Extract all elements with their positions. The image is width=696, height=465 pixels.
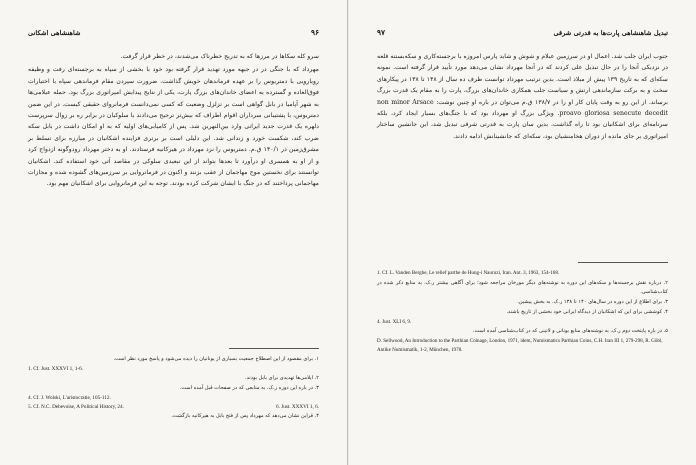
reference-row [28, 394, 319, 403]
footnote-rule [229, 348, 319, 349]
reference-row [28, 365, 319, 374]
footnotes-left [28, 340, 319, 422]
page-number-right: ۹۷ [377, 28, 386, 37]
body-text-right [377, 51, 668, 142]
reference: 1. Cf. L. Vanden Berghe, Le relief parthe de Hung-i Nauruzi, Iran. Ant. 3, 1963, 154-168. [377, 270, 560, 276]
paragraph: سرو کله سکاها در مرزها که به تدریج خطرناک می‌شدند، در خطر قرار گرفت. [120, 53, 319, 60]
footnote: ۴. قراین نشان می‌دهد که مهرداد پس از فتح بابل به هیرکانیه بازگشت. [171, 412, 319, 419]
footnote: ۲. ایلامی‌ها تهدیدی برای بابل بودند. [245, 374, 319, 381]
footnotes-right [377, 254, 668, 356]
reference: 1. Cf. Just. XXXVI 1, 1-6. [28, 365, 84, 372]
footnote: ۲. درباره نقش برجسته‌ها و سکه‌های این دوره به نوشته‌های دیگر مورخان مراجعه شود؛ برای آگاهی بیشتر ر.ک. به منابع ذکر شده در کتاب‌شناسی. [377, 279, 668, 295]
reference: 4. Just. XLI 6, 9. [377, 318, 412, 325]
footnote: ۳. در باره این دوره ر.ک. به منابعی که در صفحات قبل آمده است. [179, 384, 319, 391]
reference: 5. Cf. N.C. Debevoise, A Political History, 24. [28, 403, 124, 410]
running-title-right: تبدیل شاهنشاهی پارت‌ها به قدرتی شرقی [553, 28, 668, 37]
reference: 6. Just. XXXVI 1, 6. [276, 403, 319, 410]
running-head-left [28, 28, 319, 37]
reference: D. Sellwood, An Introduction to the Parthian Coinage, London, 1971, idem, Numismatics Parthian Coins, C.H. Iran III 1, 279-298, R. Göbl, Antike Numismatik, 1-2, München, 1978. [377, 338, 663, 354]
paragraph: مهرداد که با جنگی در در جبهه مورد تهدید قرار گرفته بود خود با بخشی از سپاه به برجسته‌ای رفت و وظیفه رویارویی با دمتریوس را بر عهده فرماندهان خویش گذاشت. ضرورت سپردن مقام فرماندهی سپاه با اختیارات فوق‌العاده و گسترده به اعضای خاندان‌های بزرگ پارت، یکی از نتایج پیدایش امپراتوری بزرگ بود. حمله عیلامی‌ها به شهر آپامیا در بابل گواهی است بر تزلزل وضعیت که کسی نمی‌دانست فرمانروای حقیقی کیست. در این ضمن دمتریوس، با پشتیبانی سرداران اقوام اطراف که بیش‌تر ترجیح می‌دادند با سلوکیان در برابر ره بر زوال سرپرست دلهره یک قدرت جدید ایرانی وارد بین‌النهرین شد. پس از کامیابی‌های اولیه که به او امکان داشت در بابل سکه ضرب کند، شکست خورد و زندانی شد. این دلیلی است بر برتری فزاینده اشکانیان در میارزه برای تسلط بر مشرق‌زمین در ۱۴۰/۱ ق.م. دمتریوس را نزد مهرداد در هیرکانیه فرستادند. او به دختر مهرداد رودوگونه ازدواج کرد و از او به همسری او درآورد تا بعدها بتواند از این تبعیدی سلوکی در مقاصد آتی خود استفاده کند. اشکانیان توانستند برای نخستین موج مهاجمان از عقب بزنند و اکنون در فرمانروایی بر سرزمین‌های گشوده شده و مجازات مهاجمانی پرداختند که در جنگ با ایشان شرکت کرده بودند. توجه به این فرمانروایی برای اشکانیان مهم بود. [28, 66, 319, 188]
footnote: ۱. برای مقصود از این اصطلاح جمعیت بسیاری از یونانیان را دیده می‌شود و پاسخ مورد نظر است. [113, 356, 319, 362]
body-text-left [28, 51, 319, 190]
reference: 4. Cf. J. Wolski, L'aristocratie, 105-112. [28, 394, 111, 401]
reference-row [28, 403, 319, 412]
footnote: ۵. در باره پایتخت دوم ر.ک. به نوشته‌های منابع یونانی و لاتینی که در کتاب‌شناسی آمده است. [473, 328, 668, 335]
right-page [348, 0, 696, 465]
page-number-left: ۹۶ [310, 28, 319, 37]
running-title-left: شاهنشاهی اشکانی [28, 28, 81, 37]
footnote: ۳. برای اطلاع از این دوره در سال‌های ۱۴۰ تا ۱۳۸ ر.ک. به بخش پیشین. [517, 298, 668, 305]
footnote: ۴. کوششی برای این که اشکانیان از دیدگاه ایرانی خود بخشی از تاریخ باشند. [506, 308, 668, 315]
footnote-rule [578, 262, 668, 263]
running-head-right [377, 28, 668, 37]
paragraph: جنوب ایران جلب شد. اعمال او در سرزمین عیلام و شوش و شاید پارس امروزه با برجسته‌کاری و سکه‌بستنه قلعه در نزدیکی آنجا را در حال تبدیل علی کردند که در آنجا مهرداد نشان می‌دهد مورد تأیید قرار گرفته است. نمونه سکه‌ای که به تاریخ ۱۳۹ پیش از میلاد است. بدین ترتیب مهرداد توانست ظرف ده سال از ۱۴۸ تا ۱۳۸ در پیکارهای سخت و به برکت سازماندهی ارتش و سیاست جلب همکاری خاندان‌های بزرگ، پارت را به مقام یک قدرت بزرگ برساند. از این رو به وقت پایان کار او را در ۱۳۸/۷ ق.م می‌توان در باره او چنین نوشت: non minor Arsace proavo gloriosa senecute decedit. ویژگی بزرگ او مهرداد بود که با جنگ‌های بسیار ایجاد کرد، بلکه سرنامه‌ای برای اشکانیان بود تا راه گذاشت. بدین سان پارت به قدرتی شرقی تبدیل شد، این جانشین ساختار امپراتوری بر جای مانده از دوران هخامنشیان بود، سکه‌ای که جانشینانش ادامه دادند. [377, 53, 668, 140]
